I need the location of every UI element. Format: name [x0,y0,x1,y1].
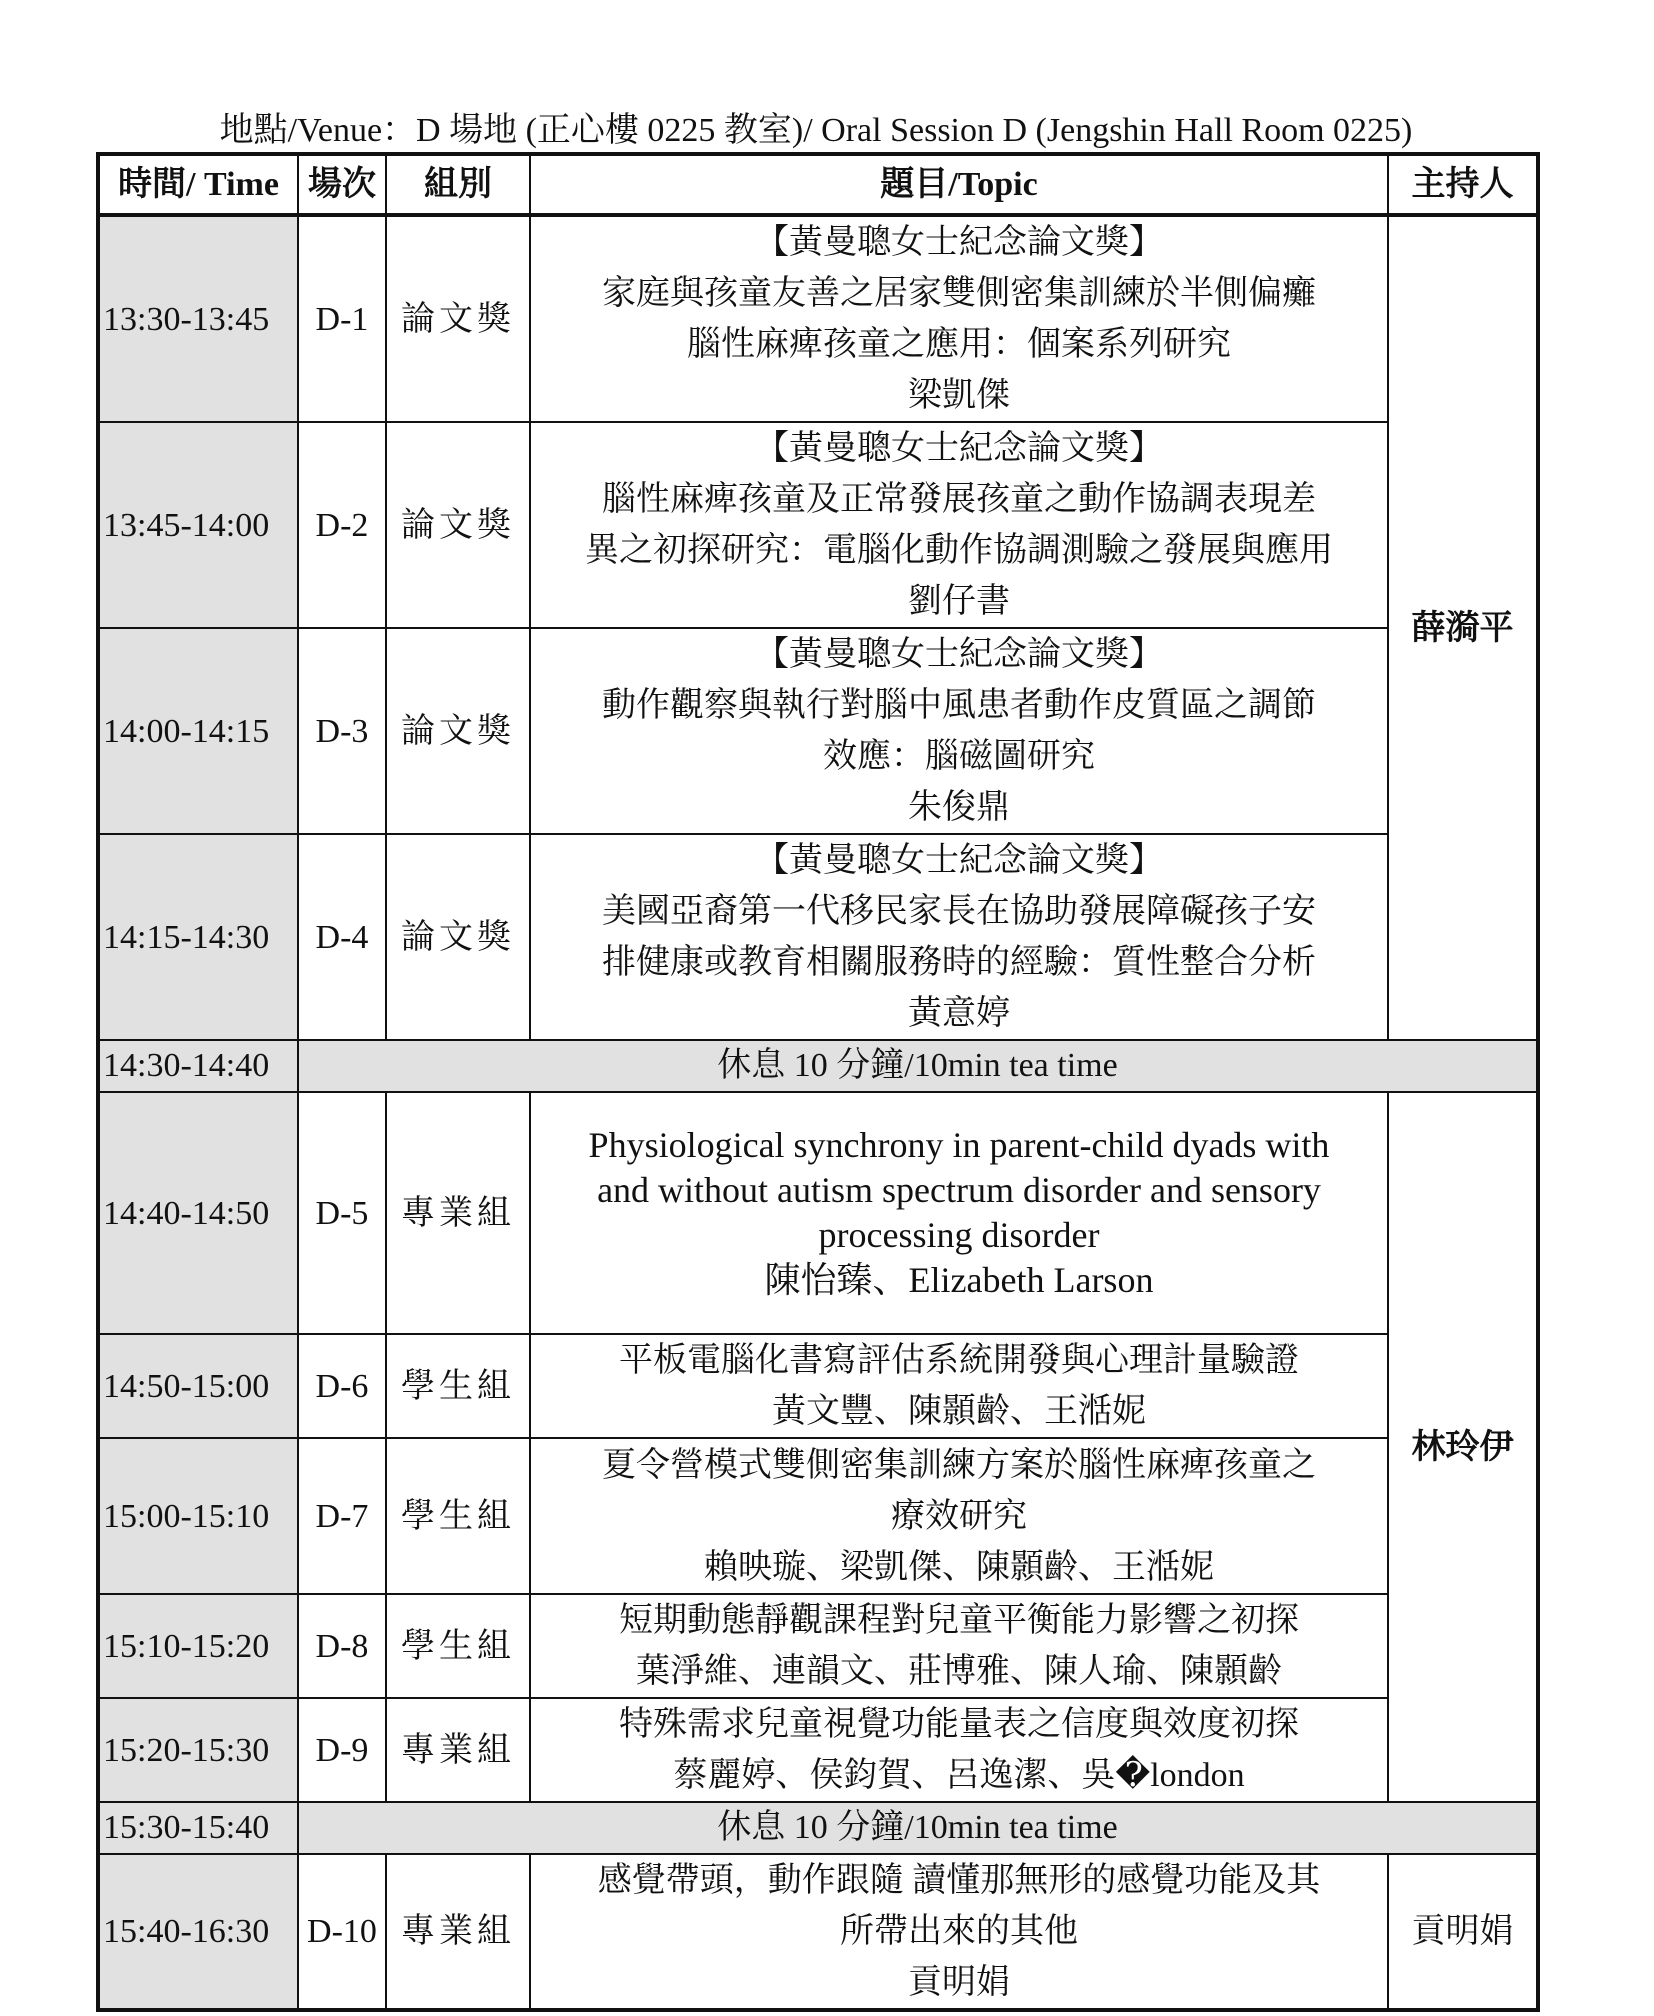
break-label-cell: 休息 10 分鐘/10min tea time [298,1802,1538,1854]
host-cell: 貢明娟 [1388,1854,1538,2010]
topic-cell [530,1854,1388,2010]
topic-title-line: 異之初探研究：電腦化動作協調測驗之發展與應用 [585,532,1333,569]
topic-title-line: processing disorder [818,1215,1100,1255]
time-cell: 15:40-16:30 [98,1854,298,2010]
group-cell: 專業組 [386,1854,530,2010]
time-cell: 13:30-13:45 [98,215,298,422]
topic-cell [530,834,1388,1040]
topic-title-line: and without autism spectrum disorder and sensory [597,1170,1321,1210]
topic-cell [530,1594,1388,1698]
topic-title-line: 感覺帶頭，動作跟隨 讀懂那無形的感覺功能及其 [597,1862,1321,1899]
topic-cell [530,1334,1388,1438]
break-row [98,1040,1538,1092]
topic-title-line: 腦性麻痺孩童及正常發展孩童之動作協調表現差 [602,481,1316,518]
header-host: 主持人 [1388,154,1538,215]
session-cell: D-1 [298,215,386,422]
award-label: 【黃曼聰女士紀念論文獎】 [755,842,1163,879]
topic-title-line: 動作觀察與執行對腦中風患者動作皮質區之調節 [602,687,1316,724]
table-row [98,215,1538,422]
table-row [98,1594,1538,1698]
group-cell: 論文獎 [386,422,530,628]
group-cell: 論文獎 [386,834,530,1040]
topic-author: 黃文豐、陳顥齡、王湉妮 [772,1393,1146,1430]
table-row [98,1698,1538,1802]
break-time-cell: 15:30-15:40 [98,1802,298,1854]
award-label: 【黃曼聰女士紀念論文獎】 [755,430,1163,467]
header-time: 時間/ Time [98,154,298,215]
group-cell: 論文獎 [386,628,530,834]
session-cell: D-6 [298,1334,386,1438]
header-group: 組別 [386,154,530,215]
topic-title-line: Physiological synchrony in parent-child dyads with [588,1125,1330,1165]
topic-title-line: 美國亞裔第一代移民家長在協助發展障礙孩子安 [602,893,1316,930]
host-cell: 林玲伊 [1388,1092,1538,1802]
topic-cell [530,422,1388,628]
break-time-cell: 14:30-14:40 [98,1040,298,1092]
group-cell: 學生組 [386,1438,530,1594]
topic-author: 葉淨維、連韻文、莊博雅、陳人瑜、陳顥齡 [636,1653,1282,1690]
group-cell: 學生組 [386,1594,530,1698]
topic-title-line: 效應：腦磁圖研究 [823,738,1095,775]
topic-author: 黃意婷 [908,995,1010,1032]
table-row [98,1092,1538,1334]
session-cell: D-4 [298,834,386,1040]
topic-author: 梁凱傑 [908,377,1010,414]
table-row [98,1854,1538,2010]
header-topic: 題目/Topic [530,154,1388,215]
session-cell: D-10 [298,1854,386,2010]
topic-author: 劉仔書 [908,583,1010,620]
time-cell: 14:40-14:50 [98,1092,298,1334]
break-label-cell: 休息 10 分鐘/10min tea time [298,1040,1538,1092]
group-cell: 專業組 [386,1092,530,1334]
header-row [98,154,1538,215]
topic-cell [530,1698,1388,1802]
topic-title-line: 短期動態靜觀課程對兒童平衡能力影響之初探 [619,1602,1299,1639]
host-cell: 薛漪平 [1388,215,1538,1040]
topic-title-line: 特殊需求兒童視覺功能量表之信度與效度初探 [619,1706,1299,1743]
table-row [98,422,1538,628]
topic-title-line: 療效研究 [891,1497,1027,1535]
topic-author: 蔡麗婷、侯鈞賀、呂逸潔、吳�london [673,1757,1245,1794]
time-cell: 14:00-14:15 [98,628,298,834]
session-cell: D-5 [298,1092,386,1334]
group-cell: 學生組 [386,1334,530,1438]
topic-title-line: 夏令營模式雙側密集訓練方案於腦性麻痺孩童之 [602,1446,1316,1484]
topic-author: 朱俊鼎 [908,789,1010,826]
header-session: 場次 [298,154,386,215]
session-cell: D-8 [298,1594,386,1698]
session-cell: D-9 [298,1698,386,1802]
table-row [98,1438,1538,1594]
topic-title-line: 平板電腦化書寫評估系統開發與心理計量驗證 [619,1342,1299,1379]
venue-heading: 地點/Venue：D 場地 (正心樓 0225 教室)/ Oral Session D (Jengshin Hall Room 0225) [219,112,1413,149]
table-row [98,834,1538,1040]
session-cell: D-3 [298,628,386,834]
topic-title-line: 腦性麻痺孩童之應用：個案系列研究 [687,326,1231,363]
table-row [98,1334,1538,1438]
award-label: 【黃曼聰女士紀念論文獎】 [755,636,1163,673]
topic-title-line: 所帶出來的其他 [840,1913,1078,1950]
topic-cell [530,628,1388,834]
time-cell: 13:45-14:00 [98,422,298,628]
session-cell: D-7 [298,1438,386,1594]
group-cell: 論文獎 [386,215,530,422]
time-cell: 15:10-15:20 [98,1594,298,1698]
topic-title-line: 家庭與孩童友善之居家雙側密集訓練於半側偏癱 [602,275,1316,312]
topic-author: 陳怡臻、Elizabeth Larson [764,1260,1154,1300]
topic-cell [530,215,1388,422]
topic-cell [530,1092,1388,1334]
table-row [98,628,1538,834]
topic-title-line: 排健康或教育相關服務時的經驗：質性整合分析 [602,944,1316,981]
session-cell: D-2 [298,422,386,628]
topic-author: 賴映璇、梁凱傑、陳顥齡、王湉妮 [704,1548,1214,1586]
time-cell: 14:15-14:30 [98,834,298,1040]
time-cell: 15:00-15:10 [98,1438,298,1594]
break-row [98,1802,1538,1854]
award-label: 【黃曼聰女士紀念論文獎】 [755,224,1163,261]
topic-cell [530,1438,1388,1594]
time-cell: 15:20-15:30 [98,1698,298,1802]
topic-author: 貢明娟 [908,1964,1010,2001]
time-cell: 14:50-15:00 [98,1334,298,1438]
schedule-table [96,152,1540,2012]
group-cell: 專業組 [386,1698,530,1802]
